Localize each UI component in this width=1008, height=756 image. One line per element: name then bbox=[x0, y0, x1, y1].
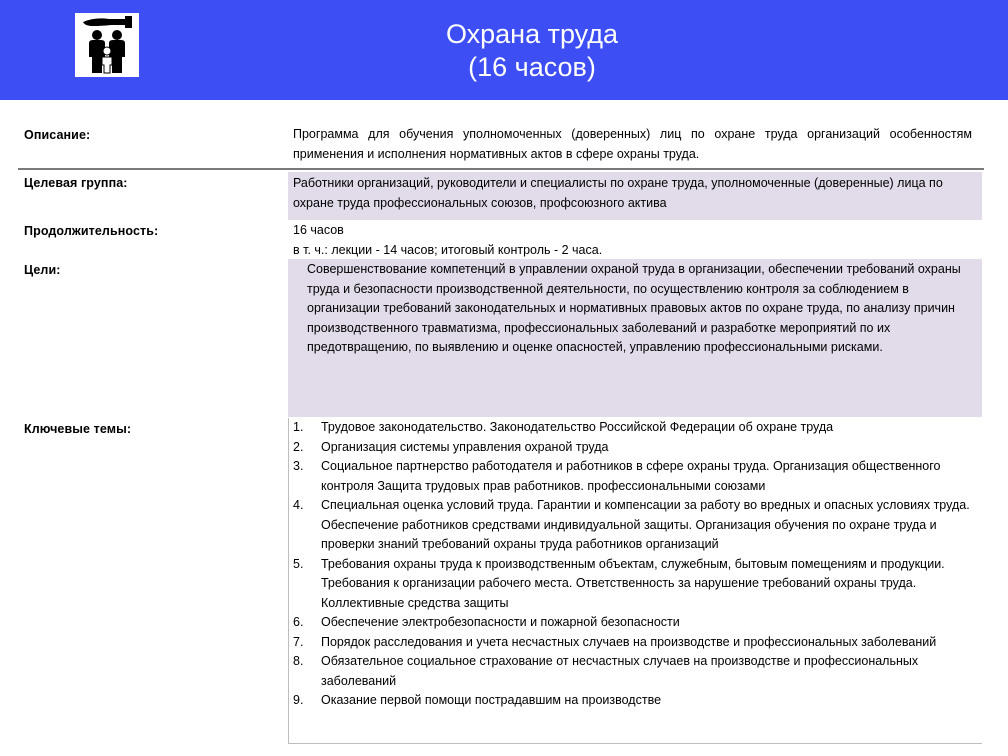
topic-item bbox=[289, 555, 974, 614]
topic-text: Порядок расследования и учета несчастных случаев на производстве и профессиональных заболеваний bbox=[321, 634, 937, 649]
row-divider bbox=[18, 168, 984, 170]
duration-hours: 16 часов bbox=[293, 223, 344, 237]
title-line-1: Охрана труда bbox=[445, 19, 619, 49]
topic-text: Обязательное социальное страхование от несчастных случаев на производстве и профессиональных заболеваний bbox=[321, 654, 919, 688]
topic-number: 3. bbox=[293, 459, 304, 473]
target-group-label: Целевая группа: bbox=[24, 176, 128, 190]
topic-text: Социальное партнерство работодателя и работников в сфере охраны труда. Организация общественного контроля Защита трудовых прав работников. профессиональными союзами bbox=[321, 459, 941, 493]
topic-text: Трудовое законодательство. Законодательство Российской Федерации об охране труда bbox=[321, 420, 834, 434]
topic-item bbox=[289, 438, 974, 458]
duration-label: Продолжительность: bbox=[24, 224, 159, 238]
topic-item bbox=[289, 633, 974, 653]
topic-item bbox=[289, 691, 974, 711]
description-label: Описание: bbox=[24, 128, 91, 142]
topic-item bbox=[289, 613, 974, 633]
topic-item bbox=[289, 496, 974, 555]
topic-text: Специальная оценка условий труда. Гарантии и компенсации за работу во вредных и опасных условиях труда. Обеспечение работников средствами индивидуальной защиты. Организация обучения по охране труда и проверки знаний требований охраны труда работников организаций bbox=[321, 498, 970, 551]
topic-item bbox=[289, 652, 974, 691]
topic-number: 8. bbox=[293, 654, 304, 668]
topic-item bbox=[289, 418, 974, 438]
title-line-2: (16 часов) bbox=[468, 52, 596, 82]
topic-number: 9. bbox=[293, 693, 304, 707]
target-group-text: Работники организаций, руководители и специалисты по охране труда, уполномоченные (доверенные) лица по охране труда профессиональных союзов, профсоюзного актива bbox=[288, 172, 982, 220]
topics-list bbox=[289, 418, 974, 711]
topic-text: Обеспечение электробезопасности и пожарной безопасности bbox=[321, 615, 680, 629]
topic-number: 5. bbox=[293, 556, 304, 571]
header-bar bbox=[0, 0, 1008, 100]
duration-breakdown: в т. ч.: лекции - 14 часов; итоговый контроль - 2 часа. bbox=[293, 242, 603, 257]
topic-number: 2. bbox=[293, 439, 304, 454]
topics-label: Ключевые темы: bbox=[24, 422, 132, 436]
topic-item bbox=[289, 457, 974, 496]
duration-cell bbox=[288, 221, 982, 259]
topic-number: 6. bbox=[293, 615, 304, 629]
page-title bbox=[0, 18, 1008, 84]
topic-text: Оказание первой помощи пострадавшим на производстве bbox=[321, 693, 662, 707]
topic-text: Организация системы управления охраной труда bbox=[321, 439, 609, 454]
topic-text: Требования охраны труда к производственным объектам, служебным, бытовым помещениям и продукции. Требования к организации рабочего места. Ответственность за нарушение требований охраны труда. Коллективные средства защиты bbox=[321, 556, 945, 610]
goals-label: Цели: bbox=[24, 263, 61, 277]
topic-number: 7. bbox=[293, 634, 304, 649]
topics-cell bbox=[288, 418, 982, 744]
topic-number: 4. bbox=[293, 498, 304, 512]
topic-number: 1. bbox=[293, 420, 304, 434]
description-text: Программа для обучения уполномоченных (доверенных) лиц по охране труда организаций особенностям применения и исполнения нормативных актов в сфере охраны труда. bbox=[293, 127, 972, 161]
goals-text: Совершенствование компетенций в управлении охраной труда в организации, обеспечении требований охраны труда и безопасности производственной деятельности, по осуществлению контроля за соблюдением в организации требований законодательных и нормативных правовых актов по охране труда, по анализу причин производственного травматизма, профессиональных заболеваний и разработке мероприятий по их предотвращению, по выявлению и оценке опасностей, управлению профессиональными рисками. bbox=[288, 259, 982, 417]
